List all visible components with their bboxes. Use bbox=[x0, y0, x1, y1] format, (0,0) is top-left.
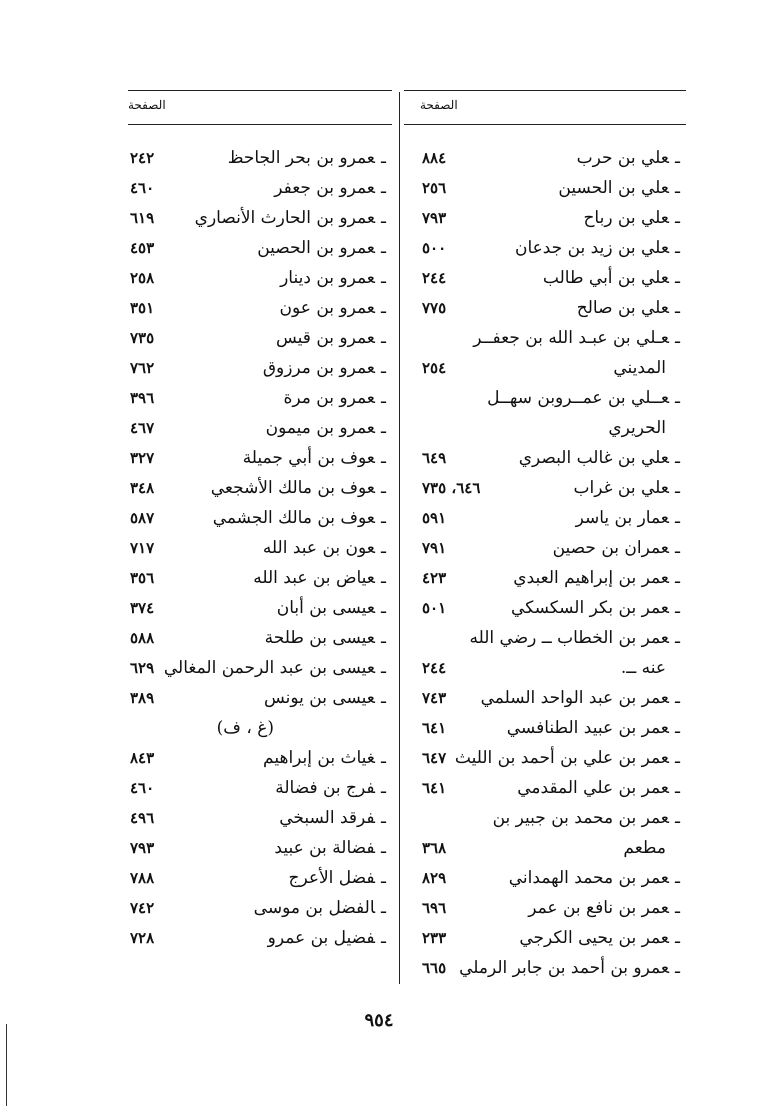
index-row bbox=[128, 653, 386, 683]
index-row bbox=[128, 893, 386, 923]
entry-name: عوف بن أبي جميلة bbox=[242, 448, 376, 468]
entry-name: عون بن عبد الله bbox=[262, 538, 376, 558]
entry-dash: ـ bbox=[381, 928, 386, 948]
page-reference: ٦٤٧ bbox=[422, 749, 447, 767]
entry-dash: ـ bbox=[675, 268, 680, 288]
entry-dash: ـ bbox=[675, 448, 680, 468]
index-row bbox=[418, 533, 680, 563]
entry-name: عيسى بن عبد الرحمن المغالي bbox=[163, 658, 376, 678]
entry-name: عمر بن علي بن أحمد بن الليث bbox=[454, 748, 670, 768]
page-reference: ٧١٧ bbox=[130, 539, 155, 557]
entry-name: فضالة بن عبيد bbox=[274, 838, 376, 858]
entry-name: علي بن زيد بن جدعان bbox=[514, 238, 670, 258]
entry-name: عوف بن مالك الجشمي bbox=[212, 508, 376, 528]
page-reference: ٢٤٤ bbox=[422, 269, 447, 287]
index-row bbox=[128, 743, 386, 773]
index-row bbox=[128, 383, 386, 413]
page-reference: ٣٢٧ bbox=[130, 449, 155, 467]
entry-dash: ـ bbox=[675, 508, 680, 528]
entry-name: عــلي بن عمــروبن سهــل bbox=[487, 388, 670, 408]
index-entry bbox=[493, 803, 680, 833]
left-index-column bbox=[128, 143, 386, 953]
page-reference: ٤٥٣ bbox=[130, 239, 155, 257]
index-row bbox=[418, 713, 680, 743]
entry-dash: ـ bbox=[675, 598, 680, 618]
index-row bbox=[418, 293, 680, 323]
entry-dash: ـ bbox=[381, 808, 386, 828]
page-reference: ٧٩١ bbox=[422, 539, 447, 557]
index-row bbox=[418, 233, 680, 263]
left-column-header: الصفحة bbox=[128, 98, 166, 112]
index-row bbox=[418, 353, 680, 383]
page-reference: ٦٢٩ bbox=[130, 659, 155, 677]
page-reference: ٣٩٦ bbox=[130, 389, 155, 407]
index-row bbox=[128, 923, 386, 953]
entry-name: المديني bbox=[613, 358, 666, 378]
entry-dash: ـ bbox=[675, 208, 680, 228]
page-reference: ٣٥٦ bbox=[130, 569, 155, 587]
index-entry bbox=[254, 893, 386, 923]
index-entry bbox=[211, 473, 386, 503]
index-entry bbox=[574, 473, 680, 503]
page-reference: ٣٤٨ bbox=[130, 479, 155, 497]
entry-name: عمر بن بكر السكسكي bbox=[511, 598, 670, 618]
index-entry bbox=[253, 563, 386, 593]
entry-dash: ـ bbox=[675, 478, 680, 498]
page-reference: ٣٦٨ bbox=[422, 839, 447, 857]
entry-name: علي بن الحسين bbox=[558, 178, 670, 198]
index-entry bbox=[519, 923, 680, 953]
entry-name: عمر بن محمد بن جبير بن bbox=[492, 808, 670, 828]
entry-dash: ـ bbox=[381, 538, 386, 558]
index-row bbox=[128, 173, 386, 203]
entry-dash: ـ bbox=[381, 628, 386, 648]
index-row bbox=[418, 503, 680, 533]
index-row bbox=[128, 203, 386, 233]
page-reference: ٤٩٦ bbox=[130, 809, 155, 827]
index-entry bbox=[266, 413, 386, 443]
entry-name: علي بن صالح bbox=[576, 298, 670, 318]
entry-name: عمرو بن ميمون bbox=[265, 418, 376, 438]
page-reference: ٦١٩ bbox=[130, 209, 155, 227]
page-reference: ٧٦٢ bbox=[130, 359, 155, 377]
entry-name: عمر بن عبد الواحد السلمي bbox=[480, 688, 670, 708]
entry-name: عيسى بن يونس bbox=[263, 688, 376, 708]
entry-dash: ـ bbox=[675, 928, 680, 948]
index-entry bbox=[257, 233, 386, 263]
index-row bbox=[418, 683, 680, 713]
index-entry bbox=[455, 743, 680, 773]
index-row bbox=[418, 653, 680, 683]
entry-dash: ـ bbox=[381, 418, 386, 438]
index-entry bbox=[519, 443, 680, 473]
page-reference: ٥٠٠ bbox=[422, 239, 447, 257]
entry-dash: ـ bbox=[381, 298, 386, 318]
entry-dash: ـ bbox=[381, 868, 386, 888]
index-row bbox=[128, 143, 386, 173]
index-row bbox=[128, 293, 386, 323]
page-reference: ٥٠١ bbox=[422, 599, 447, 617]
entry-dash: ـ bbox=[381, 448, 386, 468]
index-entry bbox=[288, 863, 386, 893]
index-row bbox=[128, 263, 386, 293]
index-row bbox=[128, 713, 386, 743]
entry-dash: ـ bbox=[381, 178, 386, 198]
entry-name: عمرو بن قيس bbox=[275, 328, 376, 348]
page-reference: ٥٨٧ bbox=[130, 509, 155, 527]
index-entry bbox=[623, 833, 666, 863]
page-number: ٩٥٤ bbox=[364, 1010, 394, 1031]
index-row bbox=[418, 263, 680, 293]
index-entry bbox=[608, 413, 666, 443]
entry-name: غياث بن إبراهيم bbox=[263, 748, 376, 768]
right-index-column bbox=[418, 143, 680, 983]
index-entry bbox=[277, 593, 386, 623]
index-row bbox=[128, 533, 386, 563]
entry-dash: ـ bbox=[675, 538, 680, 558]
page-reference: ٤٦٠ bbox=[130, 779, 155, 797]
index-entry bbox=[195, 203, 386, 233]
index-row bbox=[418, 383, 680, 413]
entry-name: عياض بن عبد الله bbox=[253, 568, 376, 588]
page-reference: ٤٦٠ bbox=[130, 179, 155, 197]
index-entry bbox=[511, 593, 680, 623]
index-row bbox=[128, 863, 386, 893]
index-row bbox=[418, 893, 680, 923]
entry-dash: ـ bbox=[675, 718, 680, 738]
entry-name: عمر بن الخطاب ــ رضي الله bbox=[469, 628, 670, 648]
entry-dash: ـ bbox=[381, 568, 386, 588]
entry-name: عمر بن محمد الهمداني bbox=[508, 868, 670, 888]
entry-name: عمرو بن مرة bbox=[283, 388, 376, 408]
index-entry bbox=[558, 173, 680, 203]
entry-name: الفضل بن موسى bbox=[253, 898, 376, 918]
entry-dash: ـ bbox=[675, 238, 680, 258]
entry-dash: ـ bbox=[381, 268, 386, 288]
index-row bbox=[418, 833, 680, 863]
entry-dash: ـ bbox=[675, 868, 680, 888]
index-row bbox=[128, 503, 386, 533]
page-reference: ٢٣٣ bbox=[422, 929, 447, 947]
entry-name: فضيل بن عمرو bbox=[267, 928, 376, 948]
page-reference: ٦٩٦ bbox=[422, 899, 447, 917]
index-entry bbox=[576, 503, 680, 533]
entry-name: عمرو بن عون bbox=[279, 298, 376, 318]
right-header-rule bbox=[404, 124, 686, 125]
index-entry bbox=[515, 233, 680, 263]
index-entry bbox=[507, 713, 680, 743]
page-reference: ٢٥٤ bbox=[422, 359, 447, 377]
index-row bbox=[128, 803, 386, 833]
index-entry bbox=[513, 563, 680, 593]
page-reference: ٧٣٥ bbox=[130, 329, 155, 347]
entry-name: الحريري bbox=[608, 418, 666, 438]
index-row bbox=[418, 863, 680, 893]
entry-dash: ـ bbox=[381, 658, 386, 678]
index-row bbox=[128, 563, 386, 593]
entry-name: عيسى بن طلحة bbox=[264, 628, 376, 648]
index-entry bbox=[279, 803, 386, 833]
page-reference: ٦٤١ bbox=[422, 779, 447, 797]
page-reference: ٨٢٩ bbox=[422, 869, 447, 887]
entry-name: علي بن حرب bbox=[576, 148, 670, 168]
entry-dash: ـ bbox=[381, 238, 386, 258]
index-entry bbox=[473, 323, 680, 353]
page-reference: ٨٨٤ bbox=[422, 149, 447, 167]
entry-name: عمر بن إبراهيم العبدي bbox=[513, 568, 670, 588]
index-entry bbox=[263, 353, 386, 383]
entry-name: عمرو بن أحمد بن جابر الرملي bbox=[459, 958, 670, 978]
page-reference: ٤٦٧ bbox=[130, 419, 155, 437]
index-row bbox=[418, 953, 680, 983]
index-row bbox=[418, 743, 680, 773]
column-divider bbox=[399, 92, 400, 984]
entry-name: مطعم bbox=[623, 838, 666, 858]
page-reference: ٦٦٥ bbox=[422, 959, 447, 977]
index-row bbox=[128, 323, 386, 353]
index-entry bbox=[265, 623, 386, 653]
index-row bbox=[128, 593, 386, 623]
entry-name: عمار بن ياسر bbox=[575, 508, 670, 528]
index-row bbox=[128, 833, 386, 863]
index-entry bbox=[280, 293, 387, 323]
entry-dash: ـ bbox=[675, 628, 680, 648]
index-entry bbox=[583, 203, 680, 233]
left-header-rule bbox=[128, 124, 392, 125]
page-reference: ٦٤٩ bbox=[422, 449, 447, 467]
index-entry bbox=[577, 143, 680, 173]
entry-dash: ـ bbox=[675, 748, 680, 768]
index-entry bbox=[621, 653, 666, 683]
entry-name: عمرو بن دينار bbox=[280, 268, 376, 288]
index-entry bbox=[481, 683, 680, 713]
entry-dash: ـ bbox=[381, 838, 386, 858]
section-heading: (غ ، ف) bbox=[216, 718, 274, 738]
entry-name: عوف بن مالك الأشجعي bbox=[210, 478, 376, 498]
entry-dash: ـ bbox=[675, 298, 680, 318]
index-entry bbox=[268, 923, 386, 953]
entry-dash: ـ bbox=[675, 148, 680, 168]
index-entry bbox=[284, 383, 386, 413]
entry-dash: ـ bbox=[381, 358, 386, 378]
index-row bbox=[128, 773, 386, 803]
index-row bbox=[418, 563, 680, 593]
index-row bbox=[128, 443, 386, 473]
page-reference: ٢٤٢ bbox=[130, 149, 155, 167]
entry-dash: ـ bbox=[381, 208, 386, 228]
entry-dash: ـ bbox=[381, 508, 386, 528]
entry-dash: ـ bbox=[381, 328, 386, 348]
index-row bbox=[128, 233, 386, 263]
index-row bbox=[418, 803, 680, 833]
index-entry bbox=[263, 743, 386, 773]
entry-dash: ـ bbox=[675, 328, 680, 348]
entry-name: عمرو بن الحصين bbox=[257, 238, 376, 258]
index-row bbox=[418, 623, 680, 653]
entry-dash: ـ bbox=[675, 808, 680, 828]
entry-name: عيسى بن أبان bbox=[276, 598, 376, 618]
index-row bbox=[418, 173, 680, 203]
index-row bbox=[418, 593, 680, 623]
index-entry bbox=[228, 143, 386, 173]
entry-name: عمر بن عبيد الطنافسي bbox=[506, 718, 670, 738]
page-reference: ٨٤٣ bbox=[130, 749, 155, 767]
entry-name: فرقد السبخي bbox=[279, 808, 376, 828]
page-reference: ٧٩٣ bbox=[130, 839, 155, 857]
index-entry bbox=[275, 773, 386, 803]
entry-dash: ـ bbox=[381, 748, 386, 768]
page-reference: ٢٥٦ bbox=[422, 179, 447, 197]
index-entry bbox=[528, 893, 680, 923]
index-entry bbox=[613, 353, 666, 383]
page-reference: ٦٤١ bbox=[422, 719, 447, 737]
index-row bbox=[418, 473, 680, 503]
index-entry bbox=[274, 833, 386, 863]
right-column-header: الصفحة bbox=[420, 98, 458, 112]
index-entry bbox=[509, 863, 680, 893]
entry-name: علي بن غالب البصري bbox=[518, 448, 670, 468]
index-entry bbox=[459, 953, 680, 983]
page-reference: ٧٩٣ bbox=[422, 209, 447, 227]
page-reference: ٢٤٤ bbox=[422, 659, 447, 677]
entry-dash: ـ bbox=[675, 778, 680, 798]
index-row bbox=[128, 413, 386, 443]
entry-name: علي بن أبي طالب bbox=[542, 268, 670, 288]
index-entry bbox=[553, 533, 680, 563]
index-row bbox=[418, 203, 680, 233]
page-reference: ٦٤٦، ٧٣٥ bbox=[422, 479, 481, 497]
entry-dash: ـ bbox=[675, 568, 680, 588]
entry-dash: ـ bbox=[675, 958, 680, 978]
index-entry bbox=[280, 263, 386, 293]
entry-dash: ـ bbox=[381, 388, 386, 408]
entry-dash: ـ bbox=[381, 898, 386, 918]
page-reference: ٣٨٩ bbox=[130, 689, 155, 707]
index-row bbox=[418, 923, 680, 953]
index-row bbox=[128, 683, 386, 713]
scan-edge-line bbox=[6, 1024, 7, 1106]
page-reference: ٥٩١ bbox=[422, 509, 447, 527]
entry-dash: ـ bbox=[675, 688, 680, 708]
entry-dash: ـ bbox=[381, 598, 386, 618]
entry-name: عـلي بن عبـد الله بن جعفــر bbox=[473, 328, 670, 348]
index-entry bbox=[543, 263, 680, 293]
entry-name: عنه ــ. bbox=[620, 658, 666, 678]
page-reference: ٥٨٨ bbox=[130, 629, 155, 647]
right-top-rule bbox=[404, 90, 686, 91]
entry-dash: ـ bbox=[381, 478, 386, 498]
index-row bbox=[418, 323, 680, 353]
index-entry bbox=[264, 683, 386, 713]
entry-name: عمرو بن جعفر bbox=[274, 178, 376, 198]
entry-dash: ـ bbox=[675, 178, 680, 198]
index-row bbox=[418, 413, 680, 443]
entry-name: علي بن رباح bbox=[583, 208, 670, 228]
page-reference: ٧٨٨ bbox=[130, 869, 155, 887]
index-entry bbox=[243, 443, 386, 473]
page-reference: ٧٧٥ bbox=[422, 299, 447, 317]
entry-dash: ـ bbox=[381, 778, 386, 798]
index-row bbox=[128, 353, 386, 383]
entry-name: فرج بن فضالة bbox=[275, 778, 376, 798]
index-entry bbox=[469, 623, 680, 653]
entry-name: عمرو بن الحارث الأنصاري bbox=[194, 208, 376, 228]
index-row bbox=[418, 443, 680, 473]
index-entry bbox=[213, 503, 386, 533]
entry-name: عمرو بن مرزوق bbox=[262, 358, 376, 378]
index-entry bbox=[164, 653, 386, 683]
page-reference: ٧٤٢ bbox=[130, 899, 155, 917]
page-reference: ٧٢٨ bbox=[130, 929, 155, 947]
index-entry bbox=[276, 323, 386, 353]
entry-name: عمران بن حصين bbox=[552, 538, 670, 558]
page-reference: ٣٥١ bbox=[130, 299, 155, 317]
index-row bbox=[418, 143, 680, 173]
index-entry bbox=[577, 293, 680, 323]
index-row bbox=[128, 473, 386, 503]
entry-dash: ـ bbox=[381, 148, 386, 168]
index-entry bbox=[487, 383, 680, 413]
index-entry bbox=[263, 533, 386, 563]
entry-dash: ـ bbox=[381, 688, 386, 708]
entry-name: عمر بن علي المقدمي bbox=[517, 778, 670, 798]
entry-name: عمر بن يحيى الكرجي bbox=[519, 928, 670, 948]
left-top-rule bbox=[128, 90, 392, 91]
index-row bbox=[128, 623, 386, 653]
page-reference: ٣٧٤ bbox=[130, 599, 155, 617]
entry-name: علي بن غراب bbox=[573, 478, 670, 498]
index-entry bbox=[274, 173, 386, 203]
entry-name: عمر بن نافع بن عمر bbox=[528, 898, 670, 918]
index-row bbox=[418, 773, 680, 803]
page-reference: ٤٢٣ bbox=[422, 569, 447, 587]
entry-dash: ـ bbox=[675, 898, 680, 918]
page-reference: ٢٥٨ bbox=[130, 269, 155, 287]
entry-name: عمرو بن بحر الجاحظ bbox=[227, 148, 376, 168]
entry-dash: ـ bbox=[675, 388, 680, 408]
entry-name: فضل الأعرج bbox=[288, 868, 376, 888]
index-entry bbox=[517, 773, 680, 803]
page-reference: ٧٤٣ bbox=[422, 689, 447, 707]
